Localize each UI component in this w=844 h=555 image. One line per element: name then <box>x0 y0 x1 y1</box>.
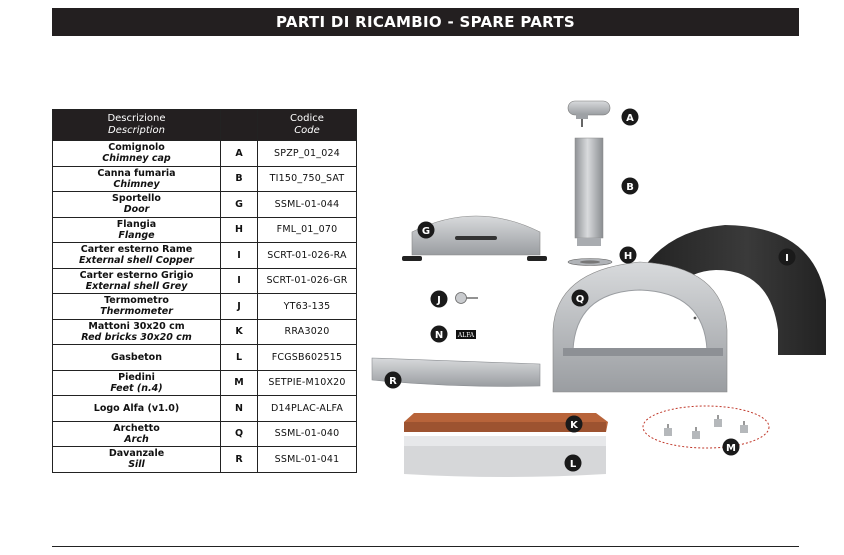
chimney-cap-part <box>568 101 610 127</box>
description-header-en: Description <box>108 125 165 136</box>
row-desc-en: Door <box>123 204 150 216</box>
table-row <box>53 421 357 447</box>
label-badge-a <box>622 109 639 126</box>
label-badge-j <box>431 291 448 308</box>
row-letter: H <box>221 217 258 243</box>
description-header-it: Descrizione <box>107 113 166 124</box>
row-letter: I <box>221 243 258 269</box>
row-desc-it: Piedini <box>118 371 155 383</box>
label-badge-h <box>620 247 637 264</box>
label-i-text: I <box>785 253 789 264</box>
label-j-text: J <box>437 295 441 306</box>
row-code: RRA3020 <box>258 319 357 345</box>
table-row <box>53 192 357 218</box>
description-header <box>53 110 221 141</box>
table-row <box>53 243 357 269</box>
flange-part <box>568 259 612 266</box>
alfa-logo-text: ALFA <box>457 332 475 339</box>
row-letter: J <box>221 294 258 320</box>
alfa-logo-part <box>456 330 476 339</box>
table-row <box>53 141 357 167</box>
label-badge-b <box>622 178 639 195</box>
label-h-text: H <box>623 251 633 262</box>
row-code: D14PLAC-ALFA <box>258 396 357 422</box>
label-n-text: N <box>434 330 444 341</box>
row-code: YT63-135 <box>258 294 357 320</box>
label-k-text: K <box>570 420 578 431</box>
thermometer-part <box>456 293 479 304</box>
row-desc-it: Canna fumaria <box>97 167 176 179</box>
code-header-en: Code <box>294 125 320 136</box>
label-a-text: A <box>626 113 634 124</box>
row-desc-it: Carter esterno Grigio <box>79 269 194 281</box>
row-desc-it: Carter esterno Rame <box>80 244 193 256</box>
chimney-part <box>575 138 603 246</box>
row-desc-en: Thermometer <box>100 306 173 318</box>
row-desc-it: Comignolo <box>108 142 165 154</box>
label-r-text: R <box>389 376 397 387</box>
letter-header <box>221 110 258 141</box>
row-code: SPZP_01_024 <box>258 141 357 167</box>
row-desc-en: Red bricks 30x20 cm <box>81 331 192 343</box>
row-desc-it: Logo Alfa (v1.0) <box>93 402 180 414</box>
row-desc-it: Sportello <box>112 193 161 205</box>
row-desc-en: Flange <box>118 229 155 241</box>
row-letter: B <box>221 166 258 192</box>
row-desc-en: External shell Grey <box>85 280 188 292</box>
label-badge-m <box>723 439 740 456</box>
row-desc-en: Chimney <box>113 178 160 190</box>
row-desc-en: Feet (n.4) <box>110 382 163 394</box>
label-badge-q <box>572 290 589 307</box>
spare-parts-table <box>52 109 357 473</box>
row-desc-it: Flangia <box>116 218 157 230</box>
row-code: SSML-01-044 <box>258 192 357 218</box>
table-row <box>53 166 357 192</box>
label-l-text: L <box>569 459 577 470</box>
label-m-text: M <box>726 443 736 454</box>
row-letter: M <box>221 370 258 396</box>
page-title: PARTI DI RICAMBIO - SPARE PARTS <box>276 13 575 31</box>
row-code: SCRT-01-026-GR <box>258 268 357 294</box>
label-b-text: B <box>626 182 634 193</box>
row-desc-en: External shell Copper <box>79 255 194 267</box>
row-letter: I <box>221 268 258 294</box>
label-q-text: Q <box>575 294 585 305</box>
row-code: SCRT-01-026-RA <box>258 243 357 269</box>
row-code: FML_01_070 <box>258 217 357 243</box>
label-badge-g <box>418 222 435 239</box>
table-row <box>53 217 357 243</box>
row-letter: R <box>221 447 258 473</box>
row-code: SSML-01-040 <box>258 421 357 447</box>
row-letter: G <box>221 192 258 218</box>
table-row <box>53 319 357 345</box>
code-header <box>258 110 357 141</box>
table-row <box>53 370 357 396</box>
row-desc-it: Archetto <box>113 422 160 434</box>
label-badge-l <box>565 455 582 472</box>
bottom-divider <box>52 546 799 547</box>
label-badge-k <box>566 416 583 433</box>
row-desc-it: Gasbeton <box>111 351 162 363</box>
row-code: TI150_750_SAT <box>258 166 357 192</box>
row-letter: Q <box>221 421 258 447</box>
row-code: SSML-01-041 <box>258 447 357 473</box>
exploded-view-diagram <box>360 95 840 490</box>
label-badge-r <box>385 372 402 389</box>
row-desc-en: Arch <box>124 433 149 445</box>
label-badge-n <box>431 326 448 343</box>
row-desc-en: Sill <box>128 459 145 471</box>
row-desc-it: Davanzale <box>108 448 165 460</box>
feet-part <box>643 406 769 448</box>
row-desc-it: Mattoni 30x20 cm <box>88 320 185 332</box>
row-letter: A <box>221 141 258 167</box>
page-header <box>52 8 799 36</box>
row-letter: K <box>221 319 258 345</box>
table-row <box>53 294 357 320</box>
table-header-row <box>53 110 357 141</box>
label-badge-i <box>779 249 796 266</box>
row-letter: L <box>221 345 258 371</box>
table-row <box>53 345 357 371</box>
code-header-it: Codice <box>290 113 324 124</box>
arch-part <box>553 262 727 392</box>
label-g-text: G <box>421 226 431 237</box>
row-code: FCGSB602515 <box>258 345 357 371</box>
row-desc-it: Termometro <box>104 295 169 307</box>
table-row <box>53 268 357 294</box>
row-letter: N <box>221 396 258 422</box>
row-desc-en: Chimney cap <box>102 153 171 165</box>
table-row <box>53 447 357 473</box>
row-code: SETPIE-M10X20 <box>258 370 357 396</box>
table-row <box>53 396 357 422</box>
